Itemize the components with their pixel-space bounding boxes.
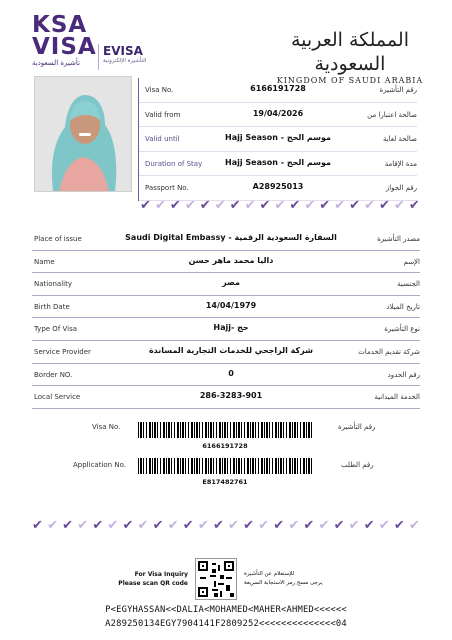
row-label-ar: مصدر التأشيرة bbox=[377, 235, 420, 243]
security-check-strip-bottom bbox=[32, 518, 420, 534]
nationality-value: مصر bbox=[222, 278, 240, 288]
row-label-ar: نوع التأشيرة bbox=[384, 325, 420, 334]
check-mark-icon: ✔ bbox=[304, 198, 316, 213]
mrz-line-1: P<EGYHASSAN<<DALIA<MOHAMED<MAHER<AHMED<<<<<< bbox=[105, 605, 347, 615]
row-label-ar: الإسم bbox=[403, 257, 420, 266]
passport-row bbox=[139, 176, 417, 201]
qr-code-icon bbox=[196, 559, 236, 599]
check-mark-icon: ✔ bbox=[303, 518, 315, 533]
row-label-ar: رقم الحدود bbox=[387, 370, 420, 379]
row-label-en: Type Of Visa bbox=[34, 325, 78, 334]
check-mark-icon: ✔ bbox=[137, 518, 149, 533]
check-mark-icon: ✔ bbox=[107, 518, 119, 533]
inquiry-ar-line-2: يرجى مسح رمز الاستجابة السريعة bbox=[244, 580, 323, 586]
qr-code[interactable] bbox=[195, 558, 237, 600]
birth-date-row bbox=[32, 296, 420, 319]
check-mark-icon: ✔ bbox=[197, 518, 209, 533]
application-barcode-label-en: Application No. bbox=[73, 461, 126, 469]
row-label-en: Valid until bbox=[145, 135, 180, 143]
visa-number-value: 6166191728 bbox=[250, 84, 306, 93]
valid-from-row bbox=[139, 103, 417, 128]
visa-details-table bbox=[32, 228, 420, 409]
local-service-value: 286-3283-901 bbox=[199, 391, 263, 401]
check-mark-icon: ✔ bbox=[214, 198, 226, 213]
check-mark-icon: ✔ bbox=[122, 518, 134, 533]
logo-arabic-subtitle: تأشيرة السعودية bbox=[32, 59, 80, 67]
check-mark-icon: ✔ bbox=[243, 518, 254, 533]
row-label-ar: مدة الإقامة bbox=[384, 159, 417, 168]
local-service-row bbox=[32, 386, 420, 409]
check-mark-icon: ✔ bbox=[349, 198, 361, 213]
row-label-ar: رقم التأشيرة bbox=[379, 86, 417, 94]
service-provider-value: شركة الراجحي للخدمات التجارية المساندة bbox=[148, 345, 314, 355]
service-provider-row bbox=[32, 341, 420, 364]
row-label-ar: شركة تقديم الخدمات bbox=[358, 347, 420, 356]
visa-barcode-number: 6166191728 bbox=[202, 442, 248, 450]
check-mark-icon: ✔ bbox=[140, 198, 151, 213]
kingdom-emblem bbox=[270, 28, 430, 85]
row-label-en: Passport No. bbox=[145, 184, 189, 192]
border-number-row bbox=[32, 364, 420, 387]
check-mark-icon: ✔ bbox=[318, 518, 330, 533]
logo-visa-text: VISA bbox=[32, 34, 97, 60]
kingdom-arabic-title: المملكة العربية السعودية bbox=[291, 29, 409, 75]
visa-barcode bbox=[138, 422, 312, 438]
row-label-en: Nationality bbox=[34, 280, 73, 289]
check-mark-icon: ✔ bbox=[378, 518, 390, 533]
evisa-logo bbox=[98, 44, 151, 70]
valid-until-value: Hajj Season - موسم الحج bbox=[225, 133, 331, 142]
visa-barcode-label-ar: رقم التأشيرة bbox=[338, 423, 376, 431]
check-mark-icon: ✔ bbox=[92, 518, 104, 533]
check-mark-icon: ✔ bbox=[273, 518, 285, 533]
check-mark-icon: ✔ bbox=[169, 198, 181, 213]
row-label-en: Birth Date bbox=[34, 302, 70, 311]
check-mark-icon: ✔ bbox=[319, 198, 331, 213]
border-number-value: 0 bbox=[228, 368, 234, 378]
name-value: داليا محمد ماهر حسن bbox=[188, 255, 274, 265]
check-mark-icon: ✔ bbox=[408, 198, 420, 213]
check-mark-icon: ✔ bbox=[393, 518, 405, 533]
check-mark-icon: ✔ bbox=[77, 518, 89, 533]
check-mark-icon: ✔ bbox=[274, 198, 286, 213]
check-mark-icon: ✔ bbox=[379, 198, 390, 213]
check-mark-icon: ✔ bbox=[259, 198, 271, 213]
duration-value: Hajj Season - موسم الحج bbox=[225, 157, 331, 167]
row-label-en: Name bbox=[34, 257, 55, 266]
check-mark-icon: ✔ bbox=[167, 518, 179, 533]
evisa-arabic-text: التأشيرة الإلكترونية bbox=[103, 58, 147, 64]
name-row bbox=[32, 251, 420, 274]
check-mark-icon: ✔ bbox=[289, 198, 301, 213]
place-of-issue-value: Saudi Digital Embassy - السفارة السعودية الرقمية bbox=[125, 233, 337, 242]
row-label-en: Local Service bbox=[34, 393, 81, 402]
row-label-en: Valid from bbox=[145, 110, 181, 119]
row-label-en: Place of issue bbox=[34, 235, 82, 243]
check-mark-icon: ✔ bbox=[229, 198, 241, 213]
check-mark-icon: ✔ bbox=[228, 518, 239, 533]
visa-type-row bbox=[32, 318, 420, 341]
check-mark-icon: ✔ bbox=[408, 518, 420, 533]
security-check-strip bbox=[140, 198, 420, 214]
portrait-illustration bbox=[35, 77, 131, 191]
row-label-ar: صالحة اعتبارا من bbox=[367, 110, 417, 119]
visa-number-row bbox=[139, 78, 417, 103]
row-label-ar: تاريخ الميلاد bbox=[386, 302, 420, 311]
check-mark-icon: ✔ bbox=[212, 518, 224, 533]
row-label-ar: رقم الجواز bbox=[385, 184, 417, 192]
inquiry-ar-line-1: للإستعلام عن التأشيرة bbox=[244, 571, 295, 577]
check-mark-icon: ✔ bbox=[288, 518, 300, 533]
check-mark-icon: ✔ bbox=[182, 518, 194, 533]
application-barcode bbox=[138, 458, 312, 474]
check-mark-icon: ✔ bbox=[184, 198, 196, 213]
visa-type-value: Hajj- حج bbox=[213, 323, 249, 333]
check-mark-icon: ✔ bbox=[244, 198, 256, 213]
check-mark-icon: ✔ bbox=[62, 518, 74, 533]
check-mark-icon: ✔ bbox=[364, 198, 375, 213]
check-mark-icon: ✔ bbox=[152, 518, 164, 533]
row-label-ar: الخدمة الميدانية bbox=[374, 393, 420, 402]
application-barcode-label-ar: رقم الطلب bbox=[341, 461, 374, 469]
visa-barcode-label-en: Visa No. bbox=[92, 423, 121, 431]
valid-until-row bbox=[139, 127, 417, 152]
place-of-issue-row bbox=[32, 228, 420, 251]
row-label-en: Border NO. bbox=[34, 370, 73, 379]
valid-from-value: 19/04/2026 bbox=[252, 108, 304, 118]
duration-row bbox=[139, 152, 417, 177]
inquiry-text-ar bbox=[244, 570, 354, 588]
inquiry-line-1: For Visa Inquiry bbox=[134, 571, 188, 578]
check-mark-icon: ✔ bbox=[334, 198, 346, 213]
check-mark-icon: ✔ bbox=[393, 198, 405, 213]
check-mark-icon: ✔ bbox=[32, 518, 43, 533]
visa-summary-table bbox=[138, 78, 417, 201]
ksa-visa-logo bbox=[32, 14, 102, 67]
inquiry-line-2: Please scan QR code bbox=[118, 580, 188, 587]
check-mark-icon: ✔ bbox=[199, 198, 211, 213]
nationality-row bbox=[32, 273, 420, 296]
check-mark-icon: ✔ bbox=[348, 518, 360, 533]
birth-date-value: 14/04/1979 bbox=[205, 300, 257, 310]
check-mark-icon: ✔ bbox=[154, 198, 166, 213]
inquiry-text-en bbox=[100, 570, 188, 588]
evisa-text: EVISA bbox=[103, 44, 143, 58]
kingdom-english-title: KINGDOM OF SAUDI ARABIA bbox=[276, 76, 424, 85]
row-label-en: Service Provider bbox=[34, 347, 91, 356]
row-label-ar: صالحة لغاية bbox=[382, 135, 417, 143]
mrz-line-2: A289250134EGY7904141F2809252<<<<<<<<<<<<<<04 bbox=[105, 619, 347, 629]
logo-ksa-text: KSA bbox=[32, 12, 88, 38]
holder-photo bbox=[34, 76, 132, 192]
check-mark-icon: ✔ bbox=[258, 518, 270, 533]
row-label-ar: الجنسية bbox=[397, 280, 420, 289]
check-mark-icon: ✔ bbox=[363, 518, 375, 533]
check-mark-icon: ✔ bbox=[47, 518, 58, 533]
check-mark-icon: ✔ bbox=[333, 518, 345, 533]
row-label-en: Visa No. bbox=[145, 86, 174, 94]
row-label-en: Duration of Stay bbox=[145, 159, 203, 168]
passport-number-value: A28925013 bbox=[252, 182, 304, 191]
application-barcode-number: E817482761 bbox=[202, 478, 248, 486]
